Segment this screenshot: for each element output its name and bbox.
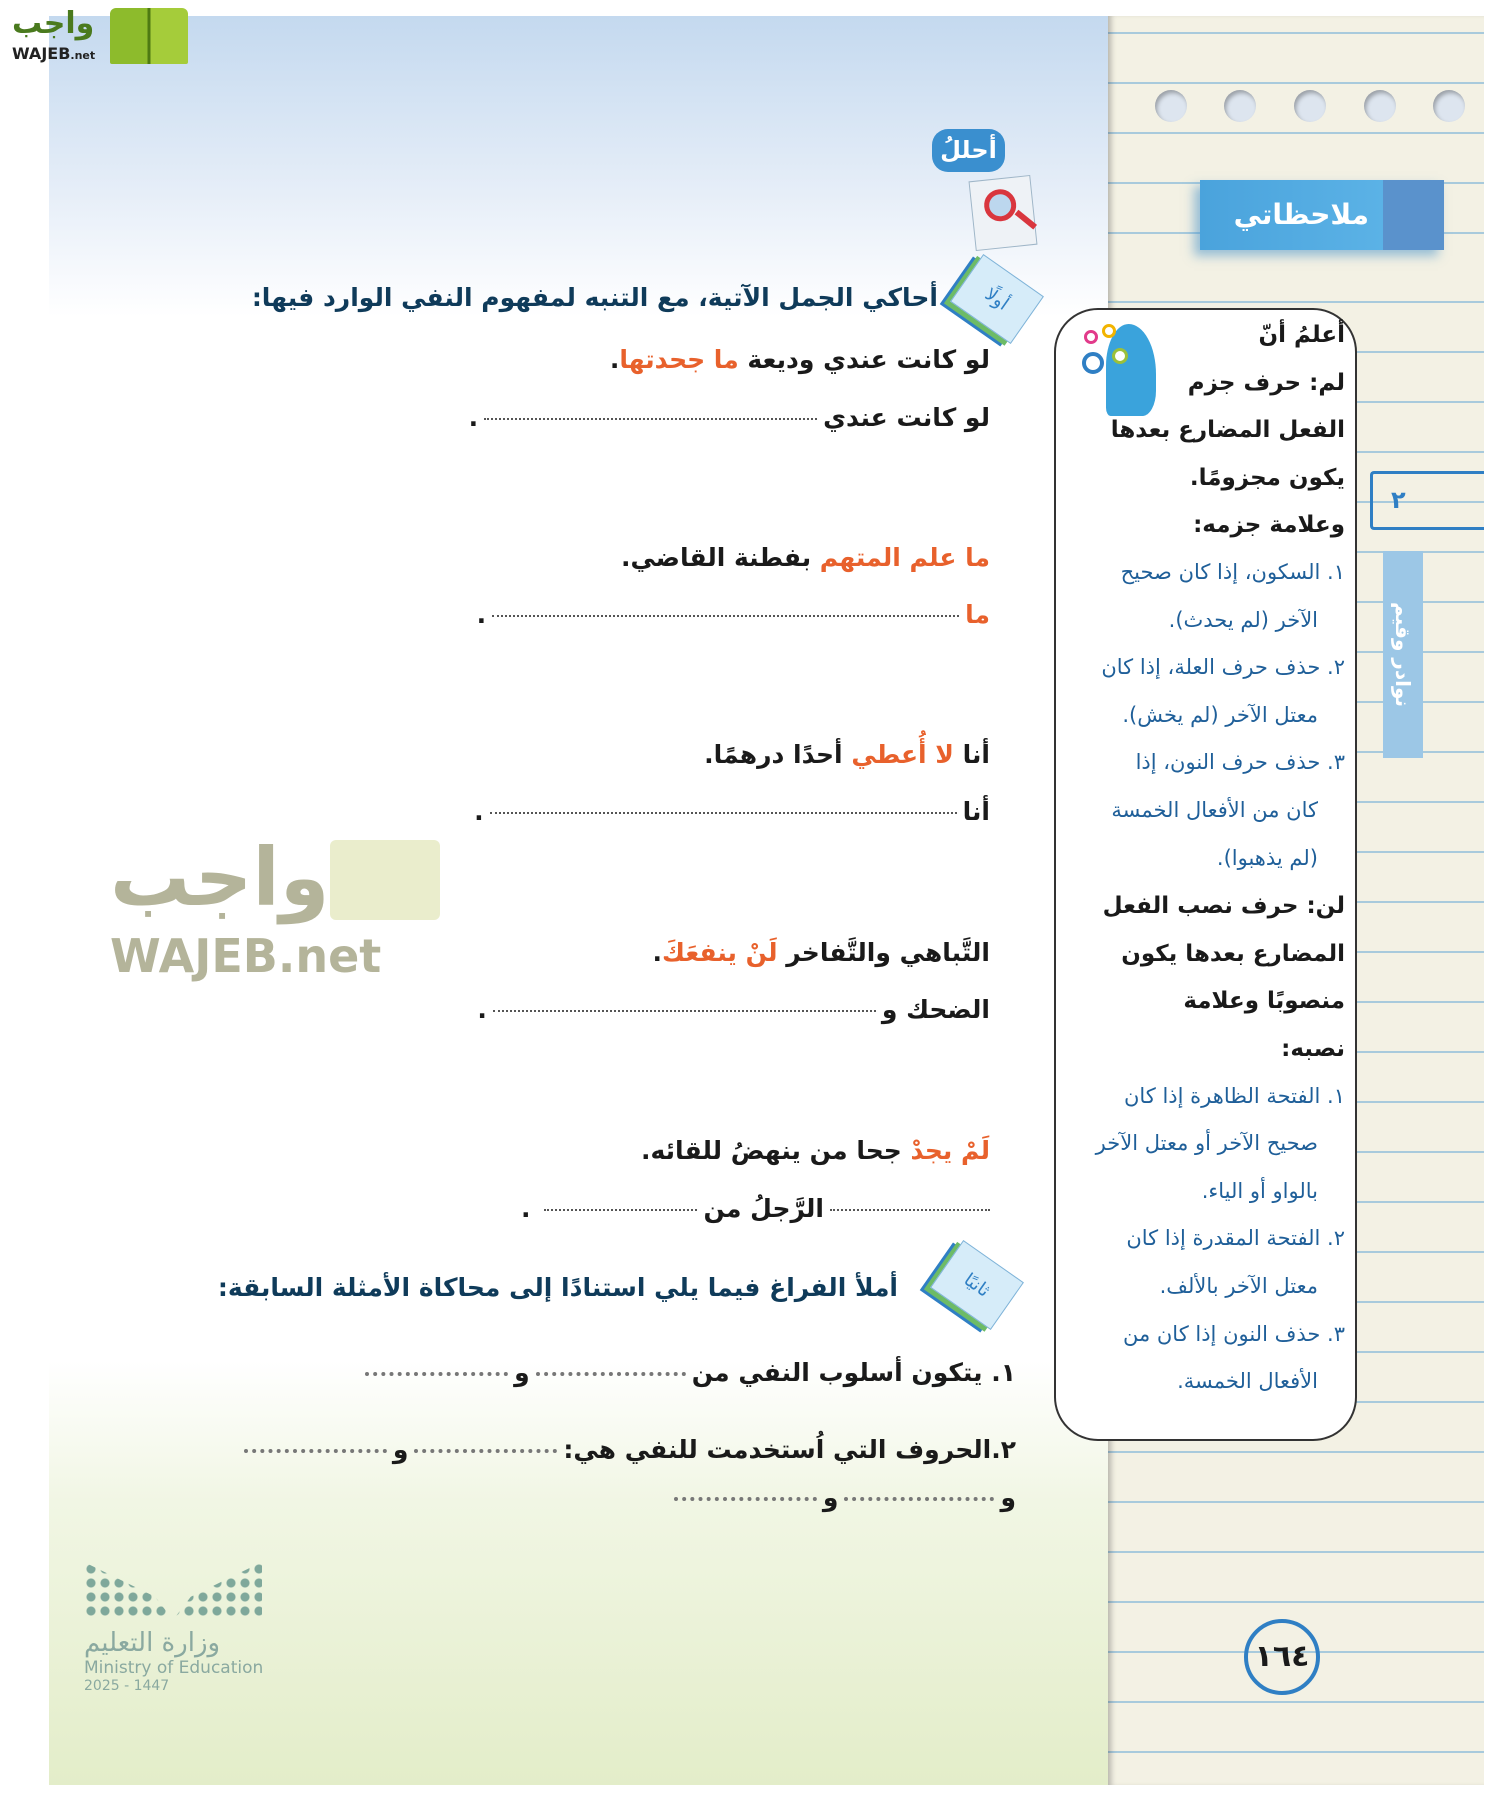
answer-line-5[interactable]: الرَّجلُ من. bbox=[521, 1194, 990, 1223]
part2-badge: ثانيًا bbox=[930, 1240, 1024, 1330]
info-box-line: منصوبًا وعلامة bbox=[1183, 988, 1345, 1015]
info-box-line: (لم يذهبوا). bbox=[1216, 845, 1318, 870]
watermark bbox=[110, 830, 450, 990]
example-sentence-1: لو كانت عندي وديعة ما جحدتها. bbox=[609, 345, 990, 374]
wajeb-logo bbox=[8, 6, 188, 66]
logo-latin: WAJEB.net bbox=[12, 44, 96, 63]
binder-hole bbox=[1224, 90, 1256, 122]
part1-badge: أولًا bbox=[950, 254, 1044, 344]
binder-hole bbox=[1294, 90, 1326, 122]
head-gears-icon bbox=[1078, 318, 1158, 418]
example-sentence-4: التَّباهي والتَّفاخر لَنْ ينفعَكَ. bbox=[652, 938, 990, 967]
info-box-line: ٢. حذف حرف العلة، إذا كان bbox=[1101, 655, 1345, 680]
magnifier-icon bbox=[969, 175, 1038, 251]
binder-hole bbox=[1364, 90, 1396, 122]
answer-line-1[interactable]: لو كانت عندي. bbox=[468, 403, 990, 432]
notes-label: ملاحظاتي bbox=[1200, 180, 1444, 250]
info-box-line: الأفعال الخمسة. bbox=[1177, 1369, 1318, 1394]
ministry-logo bbox=[84, 1562, 274, 1722]
info-box-line: ٣. حذف حرف النون، إذا bbox=[1135, 750, 1345, 775]
watermark-book-icon bbox=[330, 840, 440, 920]
info-box-line: صحيح الآخر أو معتل الآخر bbox=[1095, 1131, 1318, 1156]
page-number: ١٦٤ bbox=[1244, 1619, 1320, 1695]
section-badge-analyze: أحللُ bbox=[932, 129, 1005, 172]
info-box-line: معتل الآخر (لم يخش). bbox=[1122, 702, 1318, 727]
binder-hole bbox=[1433, 90, 1465, 122]
question-1[interactable]: ١. يتكون أسلوب النفي منو bbox=[359, 1358, 1016, 1387]
info-box-line: ٣. حذف النون إذا كان من bbox=[1122, 1321, 1345, 1346]
lesson-tab[interactable]: ٢ bbox=[1370, 471, 1484, 530]
part2-heading: أملأ الفراغ فيما يلي استنادًا إلى محاكاة الأمثلة السابقة: bbox=[217, 1273, 898, 1302]
info-box-line: الفعل المضارع بعدها bbox=[1110, 417, 1345, 444]
info-box-line: أعلمُ أنّ bbox=[1258, 322, 1345, 348]
info-box-line: لن: حرف نصب الفعل bbox=[1102, 893, 1345, 920]
binder-hole bbox=[1155, 90, 1187, 122]
info-box-line: معتل الآخر بالألف. bbox=[1159, 1274, 1318, 1298]
answer-line-4[interactable]: الضحك و. bbox=[477, 995, 990, 1024]
question-2[interactable]: ٢.الحروف التي اُستخدمت للنفي هي:و bbox=[238, 1435, 1016, 1464]
ministry-year: 2025 - 1447 bbox=[84, 1678, 170, 1694]
info-box-line: يكون مجزومًا. bbox=[1189, 464, 1345, 491]
ministry-english: Ministry of Education bbox=[84, 1658, 264, 1678]
watermark-arabic: واجب bbox=[110, 831, 330, 924]
info-box-line: وعلامة جزمه: bbox=[1193, 512, 1345, 539]
info-box-line: الآخر (لم يحدث). bbox=[1168, 607, 1318, 632]
example-sentence-5: لَمْ يجدْ جحا من ينهضُ للقائه. bbox=[641, 1136, 990, 1165]
ministry-arabic: وزارة التعليم bbox=[84, 1628, 221, 1658]
info-box-line: نصبه: bbox=[1281, 1036, 1345, 1062]
watermark-latin: WAJEB.net bbox=[110, 929, 382, 983]
ribbon-label: نوادر وقيم bbox=[1383, 551, 1423, 758]
info-box-line: لم: حرف جزم bbox=[1187, 369, 1345, 396]
info-box-line: المضارع بعدها يكون bbox=[1121, 940, 1345, 967]
question-2-continued[interactable]: وو bbox=[668, 1483, 1016, 1512]
example-sentence-2: ما علم المتهم بفطنة القاضي. bbox=[621, 543, 990, 572]
info-box-line: ١. الفتحة الظاهرة إذا كان bbox=[1123, 1083, 1345, 1108]
answer-line-2[interactable]: ما. bbox=[476, 600, 990, 629]
info-box-line: ١. السكون، إذا كان صحيح bbox=[1120, 560, 1345, 584]
answer-line-3[interactable]: أنا. bbox=[474, 797, 990, 826]
ministry-dots-icon bbox=[84, 1562, 262, 1620]
info-box-line: بالواو أو الياء. bbox=[1201, 1178, 1318, 1203]
info-box-line: ٢. الفتحة المقدرة إذا كان bbox=[1126, 1226, 1345, 1251]
example-sentence-3: أنا لا أُعطي أحدًا درهمًا. bbox=[704, 740, 990, 769]
part1-heading: أحاكي الجمل الآتية، مع التنبه لمفهوم النفي الوارد فيها: bbox=[251, 283, 938, 312]
logo-arabic: واجب bbox=[12, 6, 95, 41]
book-icon bbox=[110, 8, 188, 64]
info-box-line: كان من الأفعال الخمسة bbox=[1111, 798, 1318, 822]
